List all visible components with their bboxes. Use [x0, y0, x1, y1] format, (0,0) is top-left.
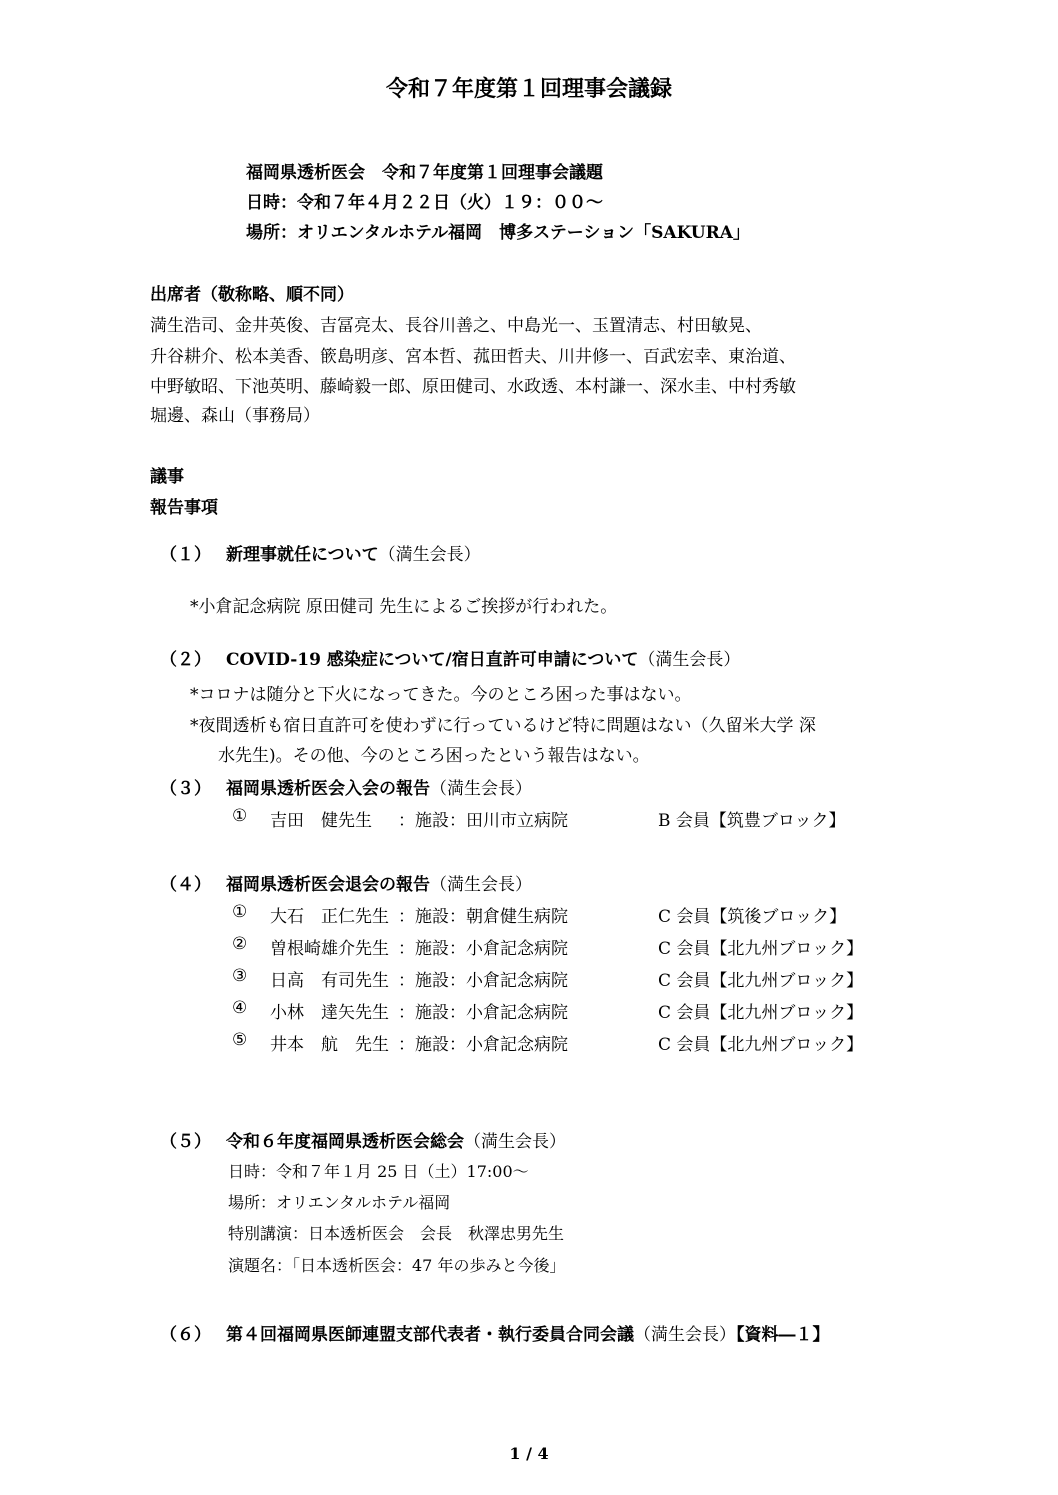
row-name: 小林 達矢先生: [270, 1003, 389, 1023]
row-number: ④: [232, 998, 248, 1018]
document-title: 令和７年度第１回理事会議録: [385, 76, 672, 102]
row-number: ③: [232, 966, 248, 986]
member-row: [0, 902, 1058, 926]
row-name: 吉田 健先生: [270, 811, 372, 831]
member-row: [0, 966, 1058, 990]
agenda-label: 議事: [150, 467, 184, 487]
row-facility: ：施設：小倉記念病院: [398, 939, 568, 959]
item-title: COVID-19 感染症について/宿日直許可申請について（満生会長）: [226, 650, 741, 670]
item-number: （２）: [160, 650, 211, 670]
row-number: ⑤: [232, 1030, 248, 1050]
item-number: （３）: [160, 779, 211, 799]
attendees-line: 中野敏昭、下池英明、藤崎毅一郎、原田健司、水政透、本村謙一、深水圭、中村秀敏: [150, 377, 796, 397]
row-number: ①: [232, 902, 248, 922]
row-member-type: C 会員【北九州ブロック】: [658, 939, 864, 959]
item-number: （１）: [160, 545, 211, 565]
item-detail: 特別講演：日本透析医会 会長 秋澤忠男先生: [228, 1224, 565, 1243]
row-number: ①: [232, 806, 248, 826]
member-row: [0, 806, 1058, 830]
row-number: ②: [232, 934, 248, 954]
row-name: 日高 有司先生: [270, 971, 389, 991]
page-number: 1 / 4: [509, 1444, 549, 1463]
attendees-label: 出席者（敬称略、順不同）: [150, 285, 354, 305]
item-title: 新理事就任について（満生会長）: [226, 545, 481, 565]
row-member-type: B 会員【筑豊ブロック】: [658, 811, 846, 831]
attendees-line: 堀邊、森山（事務局）: [150, 406, 320, 426]
row-name: 大石 正仁先生: [270, 907, 389, 927]
report-label: 報告事項: [150, 498, 218, 518]
item-note: *小倉記念病院 原田健司 先生によるご挨拶が行われた。: [190, 597, 618, 617]
item-detail: 日時：令和７年１月 25 日（土）17:00～: [228, 1162, 529, 1181]
item-number: （６）: [160, 1325, 211, 1345]
attendees-line: 升谷耕介、松本美香、篏島明彦、宮本哲、菰田哲夫、川井修一、百武宏幸、東治道、: [150, 347, 796, 367]
row-facility: ：施設：小倉記念病院: [398, 1035, 568, 1055]
item-note: *コロナは随分と下火になってきた。今のところ困った事はない。: [190, 685, 692, 705]
item-number: （５）: [160, 1132, 211, 1152]
member-row: [0, 1030, 1058, 1054]
row-name: 井本 航 先生: [270, 1035, 389, 1055]
row-member-type: C 会員【北九州ブロック】: [658, 1035, 864, 1055]
meeting-heading: 福岡県透析医会 令和７年度第１回理事会議題: [246, 163, 603, 183]
member-row: [0, 934, 1058, 958]
row-facility: ：施設：朝倉健生病院: [398, 907, 568, 927]
item-note: *夜間透析も宿日直許可を使わずに行っているけど特に問題はない（久留米大学 深: [190, 716, 816, 736]
row-member-type: C 会員【北九州ブロック】: [658, 1003, 864, 1023]
item-number: （４）: [160, 875, 211, 895]
item-title: 福岡県透析医会退会の報告（満生会長）: [226, 875, 532, 895]
row-name: 曽根崎雄介先生: [270, 939, 389, 959]
meeting-venue: 場所：オリエンタルホテル福岡 博多ステーション「SAKURA」: [246, 223, 750, 243]
attendees-line: 満生浩司、金井英俊、吉冨亮太、長谷川善之、中島光一、玉置清志、村田敏晃、: [150, 316, 762, 336]
item-title: 令和６年度福岡県透析医会総会（満生会長）: [226, 1132, 566, 1152]
item-note: 水先生)。その他、今のところ困ったという報告はない。: [218, 746, 650, 766]
row-facility: ：施設：小倉記念病院: [398, 971, 568, 991]
meeting-datetime: 日時：令和７年４月２２日（火）１９：００～: [246, 193, 603, 213]
row-facility: ：施設：田川市立病院: [398, 811, 568, 831]
row-member-type: C 会員【筑後ブロック】: [658, 907, 847, 927]
item-detail: 演題名：「日本透析医会：47 年の歩みと今後」: [228, 1256, 566, 1275]
row-member-type: C 会員【北九州ブロック】: [658, 971, 864, 991]
row-facility: ：施設：小倉記念病院: [398, 1003, 568, 1023]
item-title: 福岡県透析医会入会の報告（満生会長）: [226, 779, 532, 799]
item-title: 第４回福岡県医師連盟支部代表者・執行委員合同会議（満生会長）【資料―１】: [226, 1325, 830, 1345]
item-detail: 場所：オリエンタルホテル福岡: [228, 1193, 451, 1212]
member-row: [0, 998, 1058, 1022]
